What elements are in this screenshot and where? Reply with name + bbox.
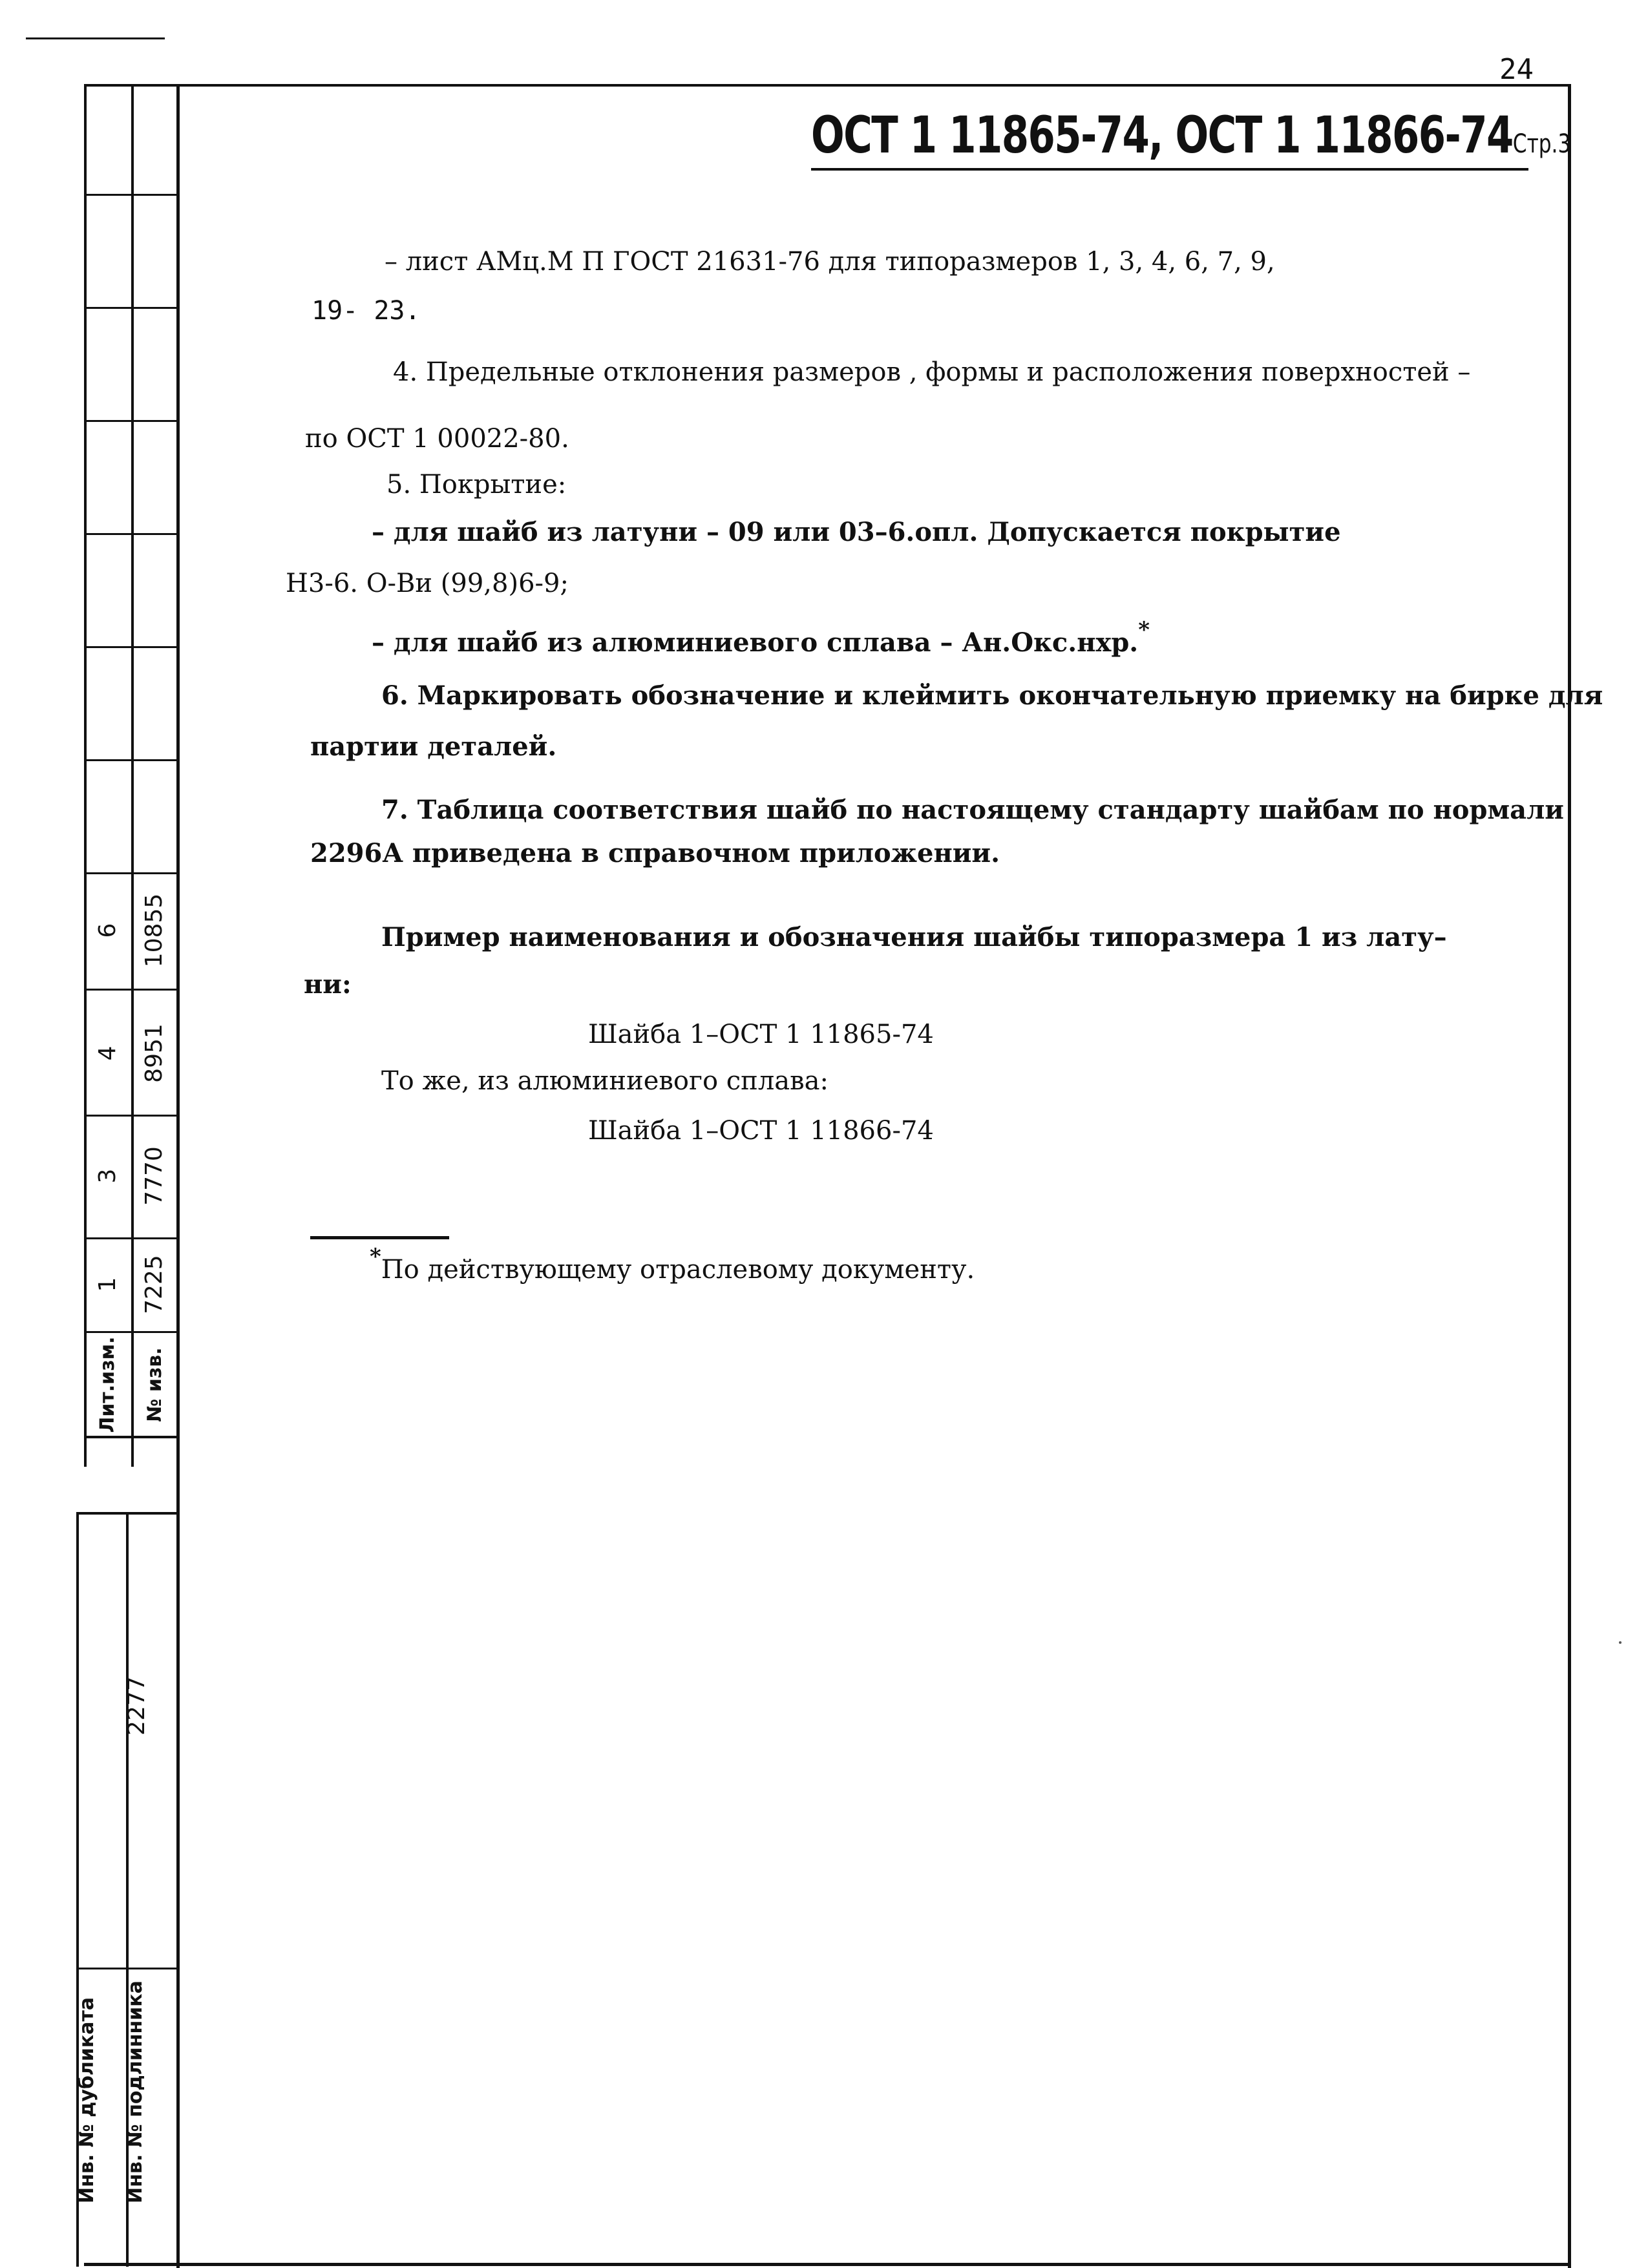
- sidebar-grid-line: [84, 989, 178, 991]
- change-lit-3: 4: [94, 1045, 121, 1061]
- footnote-rule: [310, 1236, 449, 1239]
- text-item-7-cont: 2296А приведена в справочном приложении.: [310, 838, 1000, 868]
- text-line-sizes: 19- 23.: [312, 296, 421, 326]
- lower-sidebar-midline: [76, 1968, 178, 1969]
- original-inventory-label: Инв. № подлинника: [124, 1980, 147, 2203]
- sheet-number: 24: [1499, 53, 1534, 86]
- frame-bottom: [84, 2263, 1570, 2266]
- sidebar-grid-line: [84, 1115, 178, 1117]
- footnote-mark: *: [370, 1244, 381, 1270]
- frame-top: [84, 84, 1570, 87]
- frame-content-left: [176, 84, 180, 2268]
- header-underline: [811, 168, 1528, 171]
- footnote-text: По действующему отраслевому документу.: [381, 1255, 975, 1285]
- text-example-same: То же, из алюминиевого сплава:: [381, 1066, 829, 1096]
- example-intro-text: Пример наименования и обозначения шайбы типоразмера 1 из лату–: [381, 922, 1447, 952]
- sidebar-grid-line: [84, 533, 178, 535]
- header-page: Стр.3: [1512, 129, 1571, 159]
- text-item-5-aluminium: [372, 617, 1150, 658]
- text-item-6-cont: партии деталей.: [310, 731, 557, 762]
- frame-top-left-mark: [26, 37, 165, 39]
- sidebar-grid-line: [84, 420, 178, 422]
- text-item-6: 6. Маркировать обозначение и клеймить окончательную приемку на бирке для: [381, 680, 1603, 711]
- changes-notice-label: № изв.: [143, 1347, 166, 1422]
- text-example-intro: [381, 922, 1447, 952]
- text-item-7: 7. Таблица соответствия шайб по настоящему стандарту шайбам по нормали: [381, 795, 1564, 825]
- change-notice-3: 8951: [141, 1024, 167, 1083]
- change-notice-1: 7225: [141, 1255, 167, 1314]
- footnote: [370, 1244, 975, 1285]
- document-header: [811, 107, 1570, 165]
- change-lit-4: 6: [94, 923, 121, 938]
- duplicate-inventory-label: Инв. № дубликата: [76, 1997, 98, 2203]
- scan-speck: [1619, 1641, 1622, 1644]
- text-item-5-brass: – для шайб из латуни – 09 или 03–6.опл. Допускается покрытие: [372, 517, 1341, 547]
- original-inventory-value: 2277: [123, 1676, 150, 1736]
- change-lit-1: 1: [94, 1277, 121, 1292]
- frame-right: [1568, 84, 1571, 2268]
- footnote-reference: *: [1138, 617, 1150, 643]
- changes-label: Лит.изм.: [96, 1336, 119, 1433]
- text-item-4-cont: по ОСТ 1 00022-80.: [305, 424, 569, 454]
- text-example-aluminium: Шайба 1–ОСТ 1 11866-74: [588, 1116, 934, 1146]
- sidebar-grid-line: [84, 759, 178, 761]
- frame-left-outer: [84, 84, 87, 1467]
- change-notice-2: 7770: [141, 1146, 167, 1206]
- sidebar-grid-line: [84, 1237, 178, 1239]
- text-example-brass: Шайба 1–ОСТ 1 11865-74: [588, 1020, 934, 1049]
- text-line-sheet-material: – лист АМц.М П ГОСТ 21631-76 для типоразмеров 1, 3, 4, 6, 7, 9,: [385, 247, 1275, 277]
- aluminium-coating-text: – для шайб из алюминиевого сплава – Ан.Окс.нхр.: [372, 627, 1139, 658]
- text-example-intro-cont: ни:: [304, 969, 352, 1000]
- change-notice-4: 10855: [141, 893, 167, 968]
- text-item-5-coating: Н3-6. О-Ви (99,8)6-9;: [286, 569, 569, 598]
- text-item-5: 5. Покрытие:: [386, 470, 567, 499]
- sidebar-grid-line: [84, 646, 178, 648]
- sidebar-grid-line: [84, 307, 178, 309]
- text-item-4: 4. Предельные отклонения размеров , формы и расположения поверхностей –: [393, 357, 1471, 387]
- frame-left-inner: [131, 84, 134, 1467]
- sidebar-grid-line: [84, 872, 178, 874]
- change-lit-2: 3: [94, 1168, 121, 1184]
- sidebar-grid-line: [84, 194, 178, 196]
- header-title: ОСТ 1 11865-74, ОСТ 1 11866-74: [811, 107, 1513, 165]
